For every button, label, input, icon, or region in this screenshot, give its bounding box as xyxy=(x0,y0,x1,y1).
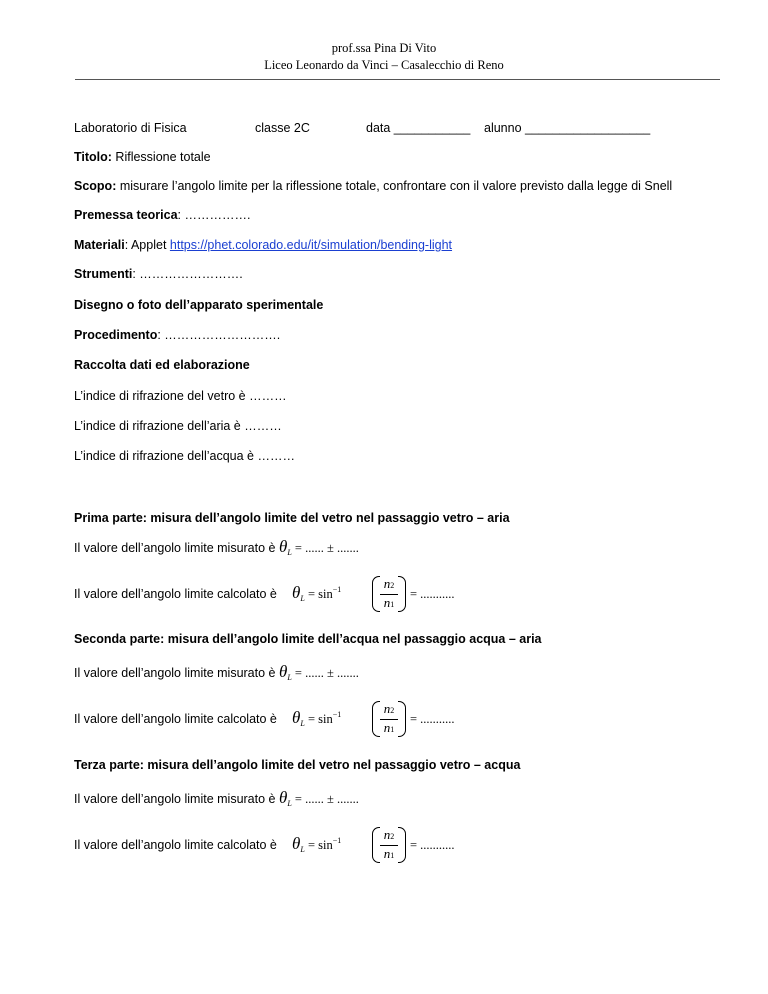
part1-title: Prima parte: misura dell’angolo limite del vetro nel passaggio vetro – aria xyxy=(74,511,510,525)
strumenti-label: Strumenti xyxy=(74,267,133,281)
disegno-heading: Disegno o foto dell’apparato sperimentale xyxy=(74,298,324,312)
procedimento-line xyxy=(74,327,280,343)
materiali-label: Materiali xyxy=(74,238,125,252)
part1-calculated-label: Il valore dell’angolo limite calcolato è xyxy=(74,587,277,601)
part1-measured-label: Il valore dell’angolo limite misurato è xyxy=(74,541,276,555)
procedimento-value: : ………………………. xyxy=(157,328,281,342)
header-divider xyxy=(75,79,720,80)
title-line xyxy=(74,149,211,165)
part2-measured xyxy=(74,664,359,683)
applet-link[interactable]: https://phet.colorado.edu/it/simulation/bending-light xyxy=(169,238,453,252)
strumenti-value: : ……………………. xyxy=(132,267,243,281)
part2-measured-formula: $\theta_L$ = ...... ± ....... xyxy=(278,662,359,682)
procedimento-label: Procedimento xyxy=(74,328,158,342)
materiali-line xyxy=(74,237,452,253)
part3-calculated xyxy=(74,826,494,866)
part2-calculated-label: Il valore dell’angolo limite calcolato è xyxy=(74,712,277,726)
part1-measured-formula: $\theta_L$ = ...... ± ....... xyxy=(278,537,359,557)
part2-measured-label: Il valore dell’angolo limite misurato è xyxy=(74,666,276,680)
part2-title: Seconda parte: misura dell’angolo limite dell’acqua nel passaggio acqua – aria xyxy=(74,632,542,646)
title-label: Titolo: xyxy=(74,150,112,164)
lab-label: Laboratorio di Fisica xyxy=(74,121,187,135)
header-author: prof.ssa Pina Di Vito xyxy=(331,41,437,55)
scope-line xyxy=(74,178,672,194)
part2-calc-formula: $\theta_L = \sin^{-1}$ n2 n1 = ........... xyxy=(292,701,455,735)
part3-measured-label: Il valore dell’angolo limite misurato è xyxy=(74,792,276,806)
part1-calculated xyxy=(74,575,494,615)
scope-label: Scopo: xyxy=(74,179,117,193)
part3-calculated-label: Il valore dell’angolo limite calcolato è xyxy=(74,838,277,852)
part2-calculated xyxy=(74,700,494,740)
part3-calc-formula: $\theta_L = \sin^{-1}$ n2 n1 = ........... xyxy=(292,827,455,861)
part3-measured-formula: $\theta_L$ = ...... ± ....... xyxy=(278,788,359,808)
title-value: Riflessione totale xyxy=(111,150,211,164)
premessa-label: Premessa teorica xyxy=(74,208,178,222)
materiali-value: : Applet xyxy=(124,238,170,252)
header-school: Liceo Leonardo da Vinci – Casalecchio di Reno xyxy=(264,58,504,72)
part1-measured xyxy=(74,539,359,558)
raccolta-heading: Raccolta dati ed elaborazione xyxy=(74,358,250,372)
part1-calc-formula: $\theta_L = \sin^{-1}$ n2 n1 = ........... xyxy=(292,576,455,610)
strumenti-line xyxy=(74,266,243,282)
index-air: L’indice di rifrazione dell’aria è ……… xyxy=(74,419,282,433)
class-label: classe 2C xyxy=(255,121,310,135)
premessa-line xyxy=(74,207,250,223)
premessa-value: : ……………. xyxy=(177,208,251,222)
part3-title: Terza parte: misura dell’angolo limite del vetro nel passaggio vetro – acqua xyxy=(74,758,521,772)
date-field: data ___________ xyxy=(366,121,471,135)
student-field: alunno __________________ xyxy=(484,121,651,135)
scope-value: misurare l’angolo limite per la riflessione totale, confrontare con il valore previsto dalla legge di Snell xyxy=(116,179,673,193)
part3-measured xyxy=(74,790,359,809)
index-water: L’indice di rifrazione dell’acqua è ……… xyxy=(74,449,295,463)
index-glass: L’indice di rifrazione del vetro è ……… xyxy=(74,389,287,403)
